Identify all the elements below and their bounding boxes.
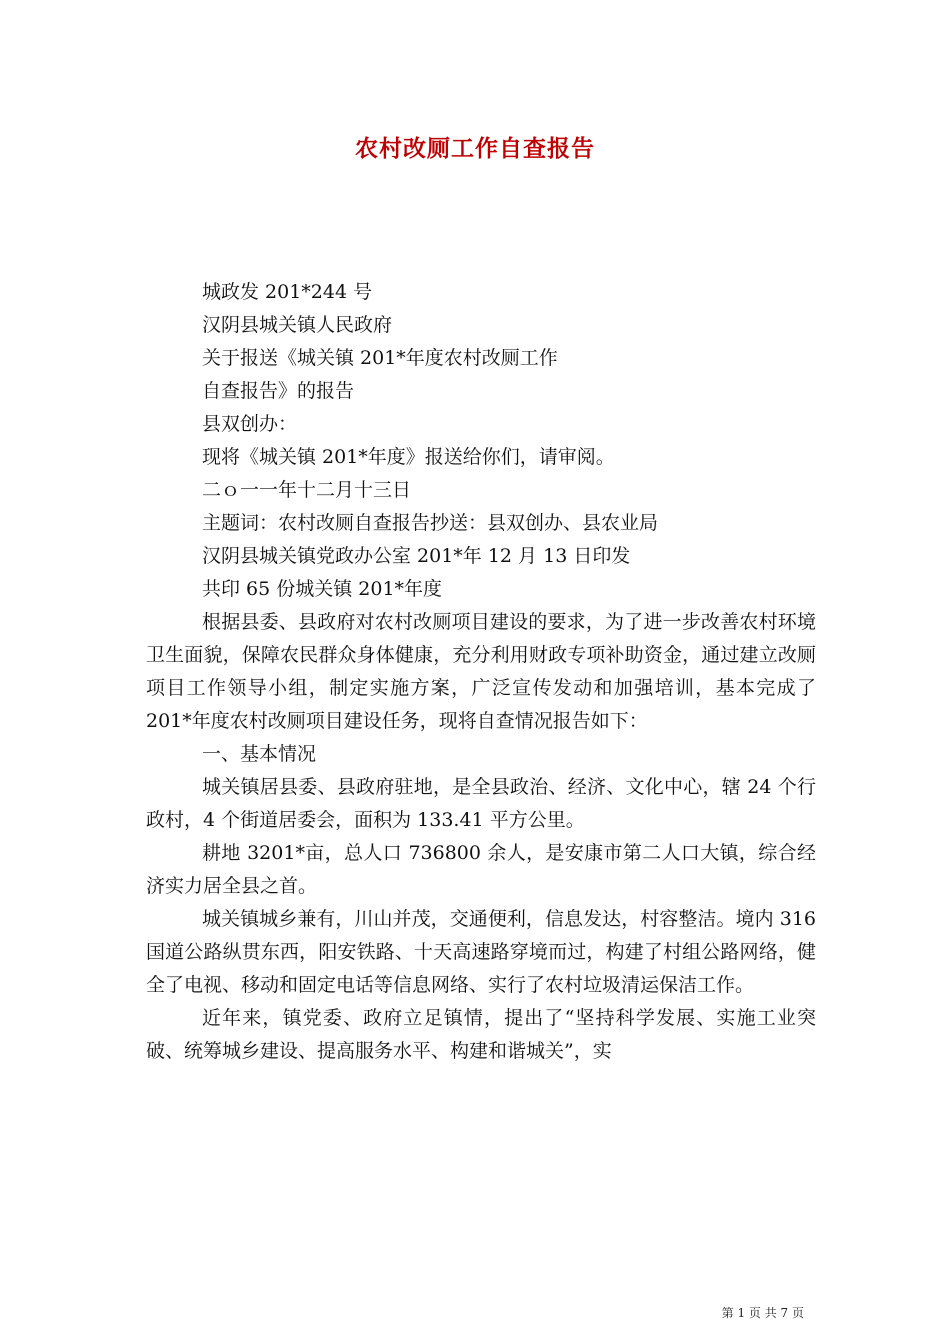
paragraph-location: 城关镇居县委、县政府驻地，是全县政治、经济、文化中心，辖 24 个行政村，4 个街道居委会，面积为 133.41 平方公里。 bbox=[146, 776, 816, 831]
document-body bbox=[146, 276, 816, 1068]
paragraph-recent-years: 近年来，镇党委、政府立足镇情，提出了“坚持科学发展、实施工业突破、统筹城乡建设、提高服务水平、构建和谐城关”，实 bbox=[146, 1007, 816, 1062]
header-line-date: 二ｏ一一年十二月十三日 bbox=[202, 479, 412, 501]
header-line-subject-2: 自查报告》的报告 bbox=[202, 380, 355, 402]
header-line-issuer: 汉阴县城关镇人民政府 bbox=[202, 314, 393, 336]
header-line-doc-number: 城政发 201*244 号 bbox=[202, 281, 373, 303]
paragraph-population: 耕地 3201*亩，总人口 736800 余人，是安康市第二人口大镇，综合经济实力居全县之首。 bbox=[146, 842, 816, 897]
paragraph-intro: 根据县委、县政府对农村改厕项目建设的要求，为了进一步改善农村环境卫生面貌，保障农民群众身体健康，充分利用财政专项补助资金，通过建立改厕项目工作领导小组，制定实施方案，广泛宣传发动和加强培训，基本完成了 201*年度农村改厕项目建设任务，现将自查情况报告如下： bbox=[146, 611, 816, 732]
header-line-keywords: 主题词：农村改厕自查报告抄送：县双创办、县农业局 bbox=[202, 512, 659, 534]
header-line-subject-1: 关于报送《城关镇 201*年度农村改厕工作 bbox=[202, 347, 558, 369]
section-heading-basic-situation: 一、基本情况 bbox=[202, 743, 317, 765]
header-line-printed-by: 汉阴县城关镇党政办公室 201*年 12 月 13 日印发 bbox=[202, 545, 631, 567]
document-title: 农村改厕工作自查报告 bbox=[355, 135, 595, 162]
page-number-footer: 第 1 页 共 7 页 bbox=[721, 1306, 804, 1320]
header-line-copies: 共印 65 份城关镇 201*年度 bbox=[202, 578, 443, 600]
header-line-addressee: 县双创办： bbox=[202, 413, 298, 435]
header-line-message: 现将《城关镇 201*年度》报送给你们，请审阅。 bbox=[202, 446, 615, 468]
paragraph-infrastructure: 城关镇城乡兼有，川山并茂，交通便利，信息发达，村容整洁。境内 316 国道公路纵贯东西，阳安铁路、十天高速路穿境而过，构建了村组公路网络，健全了电视、移动和固定电话等信息网络、实行了农村垃圾清运保洁工作。 bbox=[146, 908, 816, 996]
